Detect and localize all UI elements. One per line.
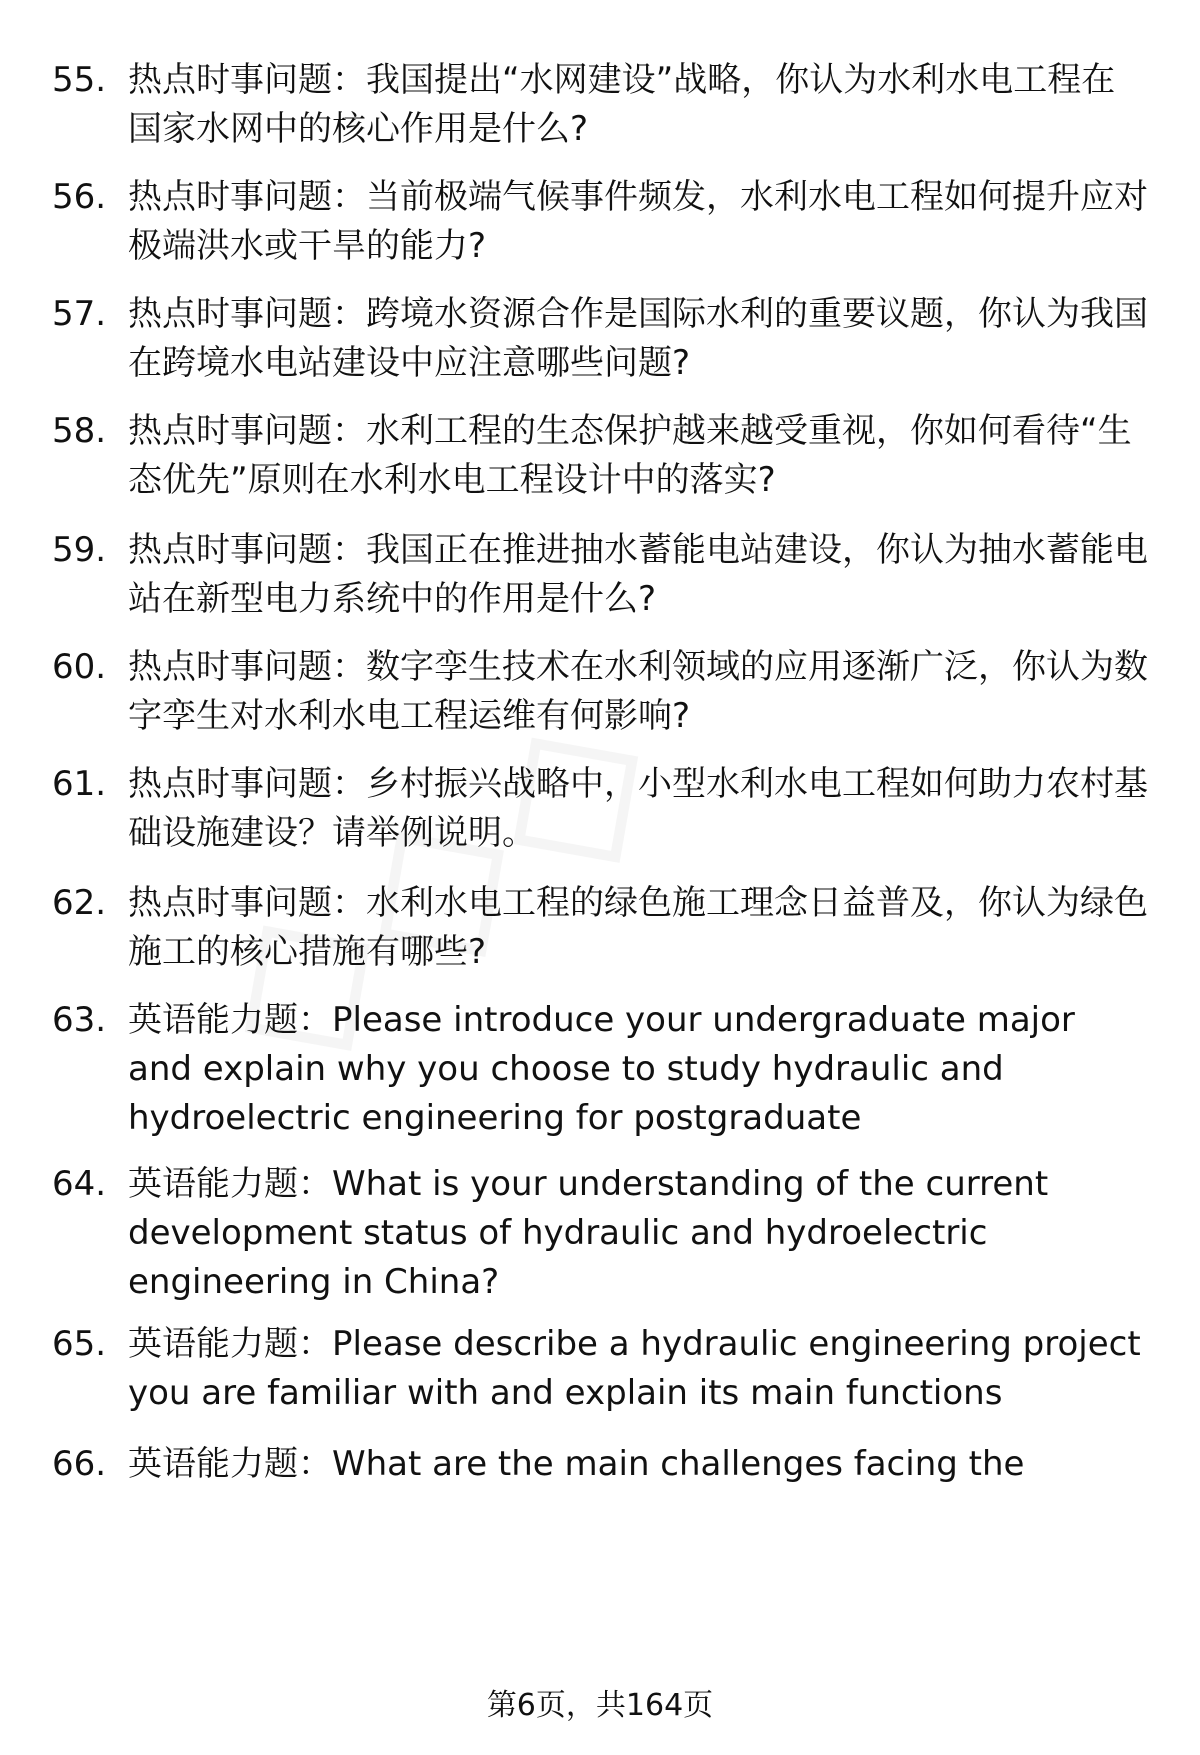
question-text: 热点时事问题：水利水电工程的绿色施工理念日益普及，你认为绿色施工的核心措施有哪些? (128, 883, 1148, 972)
question-text: 热点时事问题：乡村振兴战略中，小型水利水电工程如何助力农村基础设施建设？请举例说明。 (128, 764, 1148, 853)
question-text: 英语能力题：What are the main challenges facing the (128, 1444, 1025, 1484)
question-number: 60. (52, 647, 107, 687)
question-number: 64. (52, 1164, 107, 1204)
question-text: 热点时事问题：我国提出“水网建设”战略，你认为水利水电工程在国家水网中的核心作用是什么? (128, 60, 1116, 149)
page-footer: 第6页，共164页 (486, 1688, 714, 1723)
question-text: 英语能力题：Please introduce your undergraduate major and explain why you choose to study hydraulic and hydroelectric engineering for postgraduate (128, 1000, 1075, 1138)
question-number: 57. (52, 294, 107, 334)
question-text: 英语能力题：Please describe a hydraulic engineering project you are familiar with and explain its main functions (128, 1324, 1141, 1413)
question-text: 热点时事问题：跨境水资源合作是国际水利的重要议题，你认为我国在跨境水电站建设中应注意哪些问题? (128, 294, 1148, 383)
question-text: 热点时事问题：水利工程的生态保护越来越受重视，你如何看待“生态优先”原则在水利水电工程设计中的落实? (128, 411, 1132, 500)
question-number: 63. (52, 1000, 107, 1040)
question-number: 59. (52, 530, 107, 570)
question-text: 英语能力题：What is your understanding of the current development status of hydraulic and hydroelectric engineering in China? (128, 1164, 1049, 1302)
question-number: 66. (52, 1444, 107, 1484)
question-text: 热点时事问题：数字孪生技术在水利领域的应用逐渐广泛，你认为数字孪生对水利水电工程运维有何影响? (128, 647, 1148, 736)
question-number: 61. (52, 764, 107, 804)
question-number: 58. (52, 411, 107, 451)
question-number: 65. (52, 1324, 107, 1364)
question-number: 62. (52, 883, 107, 923)
question-text: 热点时事问题：我国正在推进抽水蓄能电站建设，你认为抽水蓄能电站在新型电力系统中的作用是什么? (128, 530, 1148, 619)
question-number: 56. (52, 177, 107, 217)
question-text: 热点时事问题：当前极端气候事件频发，水利水电工程如何提升应对极端洪水或干旱的能力? (128, 177, 1148, 266)
question-number: 55. (52, 60, 107, 100)
